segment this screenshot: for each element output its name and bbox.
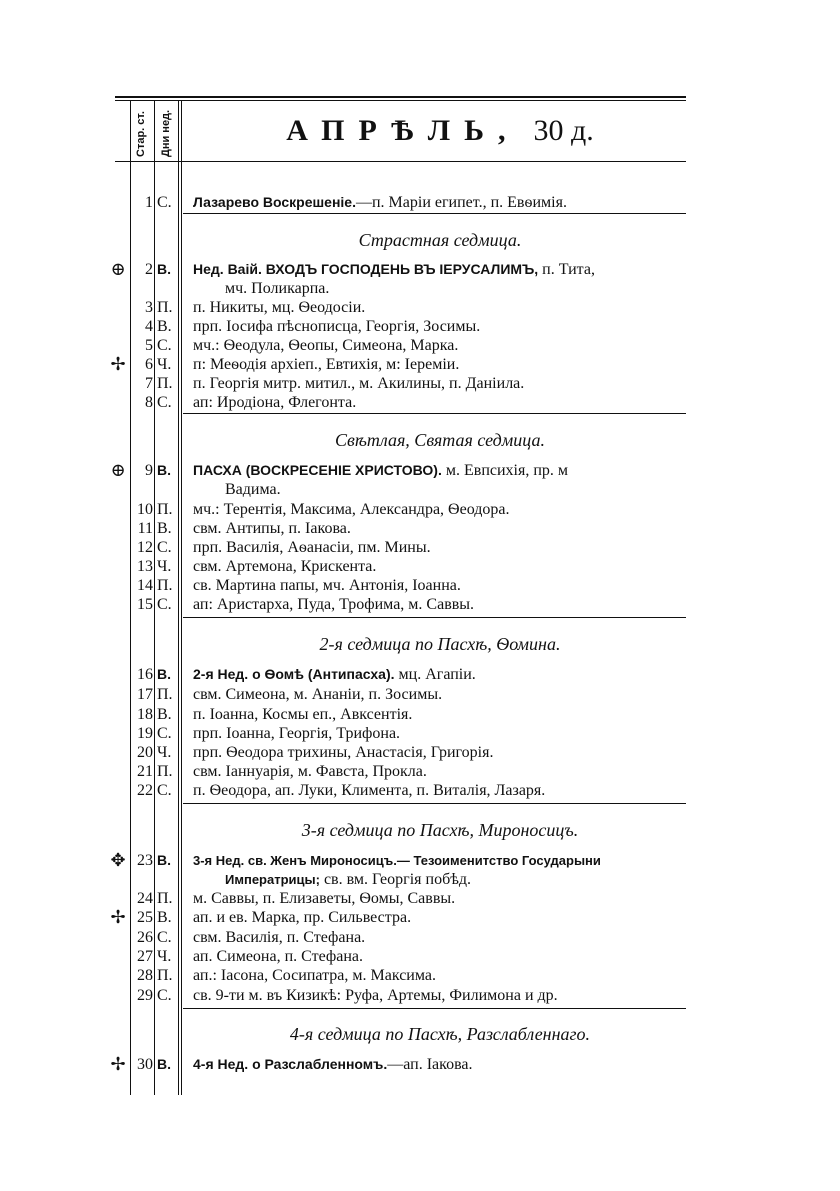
day-text: прп. Василія, Аѳанасіи, пм. Мины. [193, 539, 431, 556]
week-heading: 2-я седмица по Пасхѣ, Ѳомина. [319, 634, 561, 654]
day-number: 17 [137, 686, 153, 703]
day-text: мч.: Ѳеодула, Ѳеопы, Симеона, Марка. [193, 337, 459, 354]
weekday: В. [157, 666, 171, 682]
day-text: п: Меѳодія архіеп., Евтихія, м: Іереміи. [193, 356, 460, 373]
weekday: В. [157, 261, 171, 277]
day-number: 14 [137, 577, 153, 594]
feast-mark-icon: ✥ [110, 850, 126, 871]
weekday: В. [157, 909, 172, 926]
feast-mark-icon: ⊕ [110, 460, 126, 481]
cross-icon: ✢ [110, 354, 126, 375]
day-number: 21 [137, 763, 153, 780]
weekday: С. [157, 782, 172, 799]
week-separator [183, 1008, 686, 1009]
day-text: п. Ѳеодора, ап. Луки, Климента, п. Виталія, Лазаря. [193, 782, 546, 799]
page-title [190, 106, 690, 156]
day-text: прп. Ѳеодора трихины, Анастасія, Григорія. [193, 744, 494, 761]
weekday: П. [157, 686, 173, 703]
day-text: свм. Василія, п. Стефана. [193, 929, 366, 946]
weekday: В. [157, 520, 172, 537]
day-number: 20 [137, 744, 153, 761]
day-number: 4 [145, 318, 153, 335]
day-number: 10 [137, 501, 153, 518]
day-text: 3-я Нед. св. Женъ Мироносицъ.— Тезоименитство Государыни [193, 853, 601, 868]
day-text: св. 9-ти м. въ Кизикѣ: Руфа, Артемы, Филимона и др. [193, 987, 558, 1004]
day-number: 1 [145, 194, 153, 211]
day-text-cont: Вадима. [225, 481, 281, 498]
weekday: П. [157, 299, 173, 316]
week-separator [183, 803, 686, 804]
weekday: П. [157, 375, 173, 392]
weekday: С. [157, 394, 172, 411]
day-text: Нед. Ваій. ВХОДЪ ГОСПОДЕНЬ ВЪ ІЕРУСАЛИМЪ, п. Тита, [193, 261, 595, 278]
day-number: 12 [137, 539, 153, 556]
day-text: 2-я Нед. о Ѳомѣ (Антипасха). мц. Агапіи. [193, 666, 476, 683]
column-label-weekdays: Дни нед. [160, 109, 172, 157]
day-text: п. Іоанна, Космы еп., Авксентія. [193, 706, 413, 723]
weekday: С. [157, 725, 172, 742]
col-rule-mid [154, 100, 155, 1095]
day-number: 7 [145, 375, 153, 392]
day-number: 2 [145, 261, 153, 278]
feast-mark-icon: ⊕ [110, 259, 126, 280]
weekday: Ч. [157, 744, 172, 761]
day-number: 3 [145, 299, 153, 316]
weekday: П. [157, 763, 173, 780]
day-number: 23 [137, 852, 153, 869]
column-label-old-style: Стар. ст. [135, 111, 147, 157]
week-separator [183, 213, 686, 214]
day-number: 6 [145, 356, 153, 373]
weekday: В. [157, 852, 171, 868]
weekday: С. [157, 194, 172, 211]
day-number: 26 [137, 929, 153, 946]
day-text: Лазарево Воскрешеніе.—п. Маріи египет., п. Евѳимія. [193, 194, 567, 211]
weekday: Ч. [157, 356, 172, 373]
day-text: прп. Іоанна, Георгія, Трифона. [193, 725, 401, 742]
weekday: В. [157, 462, 171, 478]
weekday: П. [157, 501, 173, 518]
weekday: С. [157, 337, 172, 354]
day-number: 22 [137, 782, 153, 799]
day-text: свм. Антипы, п. Іакова. [193, 520, 351, 537]
col-rule-right-2 [181, 100, 182, 1095]
day-number: 16 [137, 666, 153, 683]
day-text: ап. и ев. Марка, пр. Сильвестра. [193, 909, 412, 926]
day-text: свм. Іаннуарія, м. Фавста, Прокла. [193, 763, 427, 780]
day-number: 19 [137, 725, 153, 742]
day-text: ап.: Іасона, Сосипатра, м. Максима. [193, 967, 436, 984]
day-text-cont: мч. Поликарпа. [225, 280, 330, 297]
weekday: Ч. [157, 948, 172, 965]
day-text: св. Мартина папы, мч. Антонія, Іоанна. [193, 577, 461, 594]
day-text: ап: Аристарха, Пуда, Трофима, м. Саввы. [193, 596, 475, 613]
weekday: Ч. [157, 558, 172, 575]
weekday: В. [157, 1056, 171, 1072]
week-heading: 4-я седмица по Пасхѣ, Разслабленнаго. [289, 1024, 591, 1044]
day-text: м. Саввы, п. Елизаветы, Ѳомы, Саввы. [193, 890, 456, 907]
weekday: С. [157, 929, 172, 946]
week-heading: Страстная седмица. [358, 230, 522, 250]
weekday: В. [157, 706, 172, 723]
day-number: 28 [137, 967, 153, 984]
day-number: 24 [137, 890, 153, 907]
week-heading: 3-я седмица по Пасхѣ, Мироносицъ. [301, 820, 579, 840]
weekday: П. [157, 890, 173, 907]
cross-icon: ✢ [110, 1054, 126, 1075]
day-number: 18 [137, 706, 153, 723]
day-number: 13 [137, 558, 153, 575]
day-number: 9 [145, 462, 153, 479]
day-number: 8 [145, 394, 153, 411]
week-separator [183, 413, 686, 414]
cross-icon: ✢ [110, 907, 126, 928]
day-number: 27 [137, 948, 153, 965]
week-separator [183, 617, 686, 618]
week-heading: Свѣтлая, Святая седмица. [335, 430, 545, 450]
day-text: прп. Іосифа пѣснописца, Георгія, Зосимы. [193, 318, 481, 335]
day-number: 15 [137, 596, 153, 613]
weekday: В. [157, 318, 172, 335]
day-number: 29 [137, 987, 153, 1004]
day-text: ап. Симеона, п. Стефана. [193, 948, 364, 965]
weekday: С. [157, 987, 172, 1004]
month-name: АПРѢЛЬ, [286, 114, 520, 147]
month-days: 30 д. [533, 114, 594, 147]
day-number: 5 [145, 337, 153, 354]
day-text-cont: Императрицы; св. вм. Георгія побѣд. [225, 871, 472, 888]
day-number: 30 [137, 1056, 153, 1073]
day-text: ПАСХА (ВОСКРЕСЕНІЕ ХРИСТОВО). м. Евпсихія, пр. м [193, 462, 569, 479]
col-rule-right-1 [178, 100, 179, 1095]
day-number: 11 [137, 520, 153, 537]
day-text: свм. Симеона, м. Ананіи, п. Зосимы. [193, 686, 443, 703]
weekday: С. [157, 539, 172, 556]
weekday: С. [157, 596, 172, 613]
day-text: п. Никиты, мц. Ѳеодосіи. [193, 299, 366, 316]
header-rule-top-thin [115, 100, 686, 101]
day-text: свм. Артемона, Крискента. [193, 558, 377, 575]
day-text: ап: Иродіона, Флегонта. [193, 394, 357, 411]
weekday: П. [157, 967, 173, 984]
weekday: П. [157, 577, 173, 594]
day-text: мч.: Терентія, Максима, Александра, Ѳеодора. [193, 501, 510, 518]
day-text: п. Георгія митр. митил., м. Акилины, п. Даніила. [193, 375, 525, 392]
day-text: 4-я Нед. о Разслабленномъ.—ап. Іакова. [193, 1056, 473, 1073]
day-number: 25 [137, 909, 153, 926]
header-rule-bottom [115, 161, 686, 162]
header-rule-top [115, 96, 686, 98]
